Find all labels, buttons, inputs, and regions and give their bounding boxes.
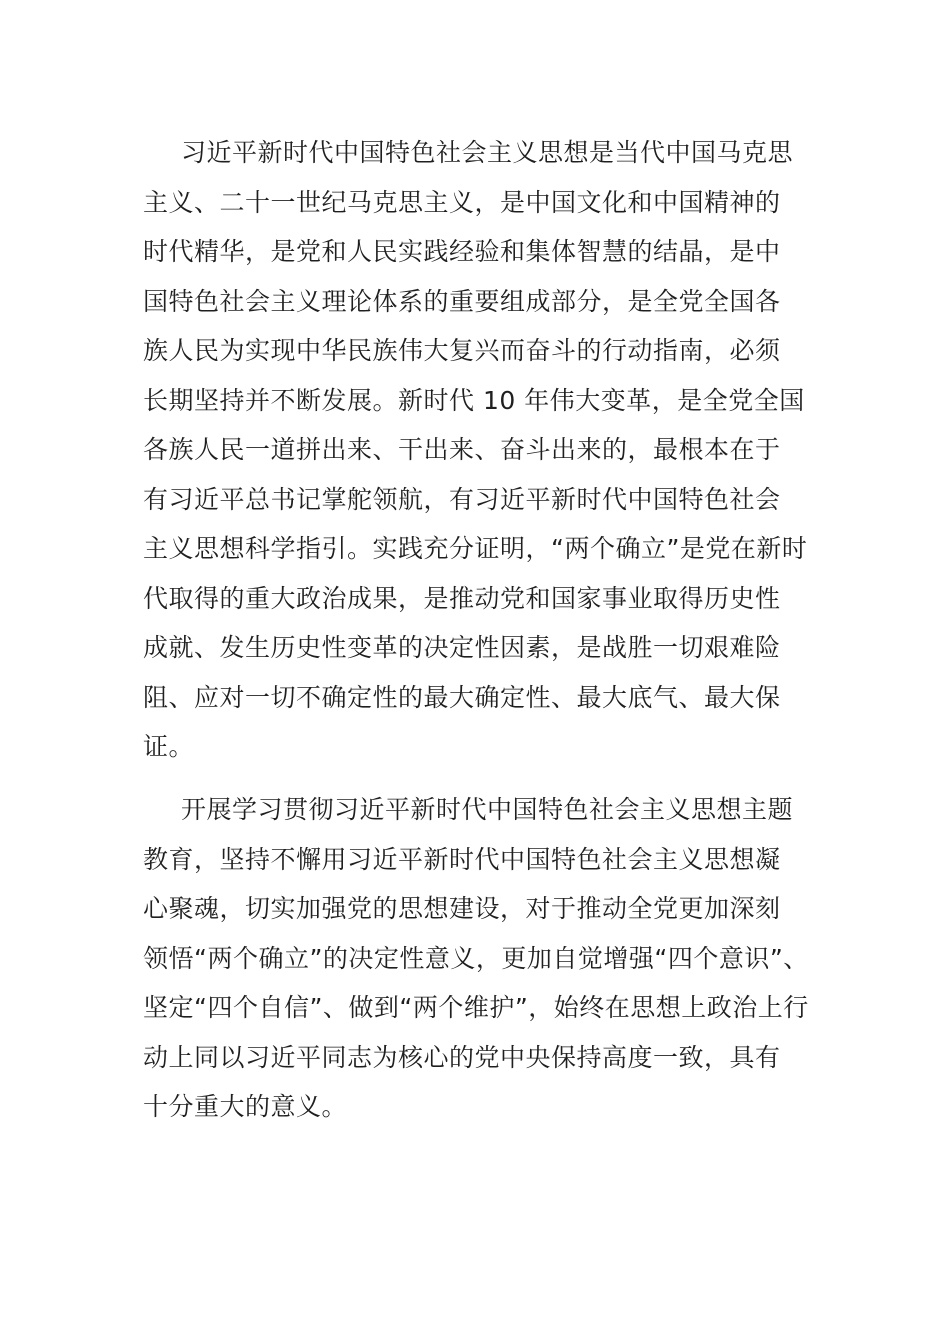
- paragraph-line: 十分重大的意义。: [143, 1092, 348, 1121]
- paragraph-line: 族人民为实现中华民族伟大复兴而奋斗的行动指南，必须: [143, 336, 781, 365]
- paragraph-line: 有习近平总书记掌舵领航，有习近平新时代中国特色社会: [143, 484, 781, 514]
- paragraph-line: 主义、二十一世纪马克思主义，是中国文化和中国精神的: [143, 187, 781, 217]
- paragraph-line: 心聚魂，切实加强党的思想建设，对于推动全党更加深刻: [143, 894, 781, 923]
- paragraph-line: 时代精华，是党和人民实践经验和集体智慧的结晶，是中: [143, 237, 781, 266]
- paragraph-line: 代取得的重大政治成果，是推动党和国家事业取得历史性: [143, 583, 781, 613]
- paragraph-line: 各族人民一道拼出来、干出来、奋斗出来的，最根本在于: [143, 435, 781, 464]
- paragraph-line: 长期坚持并不断发展。新时代 10 年伟大变革，是全党全国: [143, 385, 805, 415]
- paragraph-line: 习近平新时代中国特色社会主义思想是当代中国马克思: [181, 138, 794, 167]
- paragraph-line: 阻、应对一切不确定性的最大确定性、最大底气、最大保: [143, 682, 781, 712]
- paragraph-line: 成就、发生历史性变革的决定性因素，是战胜一切艰难险: [143, 633, 781, 662]
- paragraph-line: 动上同以习近平同志为核心的党中央保持高度一致，具有: [143, 1042, 781, 1072]
- paragraph-line: 教育，坚持不懈用习近平新时代中国特色社会主义思想凝: [143, 844, 781, 874]
- paragraph-line: 领悟“两个确立”的决定性意义，更加自觉增强“四个意识”、: [143, 943, 809, 973]
- paragraph-line: 证。: [143, 732, 195, 761]
- paragraph-line: 主义思想科学指引。实践充分证明，“两个确立”是党在新时: [143, 534, 808, 563]
- paragraph-line: 国特色社会主义理论体系的重要组成部分，是全党全国各: [143, 286, 781, 316]
- paragraph-line: 开展学习贯彻习近平新时代中国特色社会主义思想主题: [181, 795, 794, 824]
- paragraph-1: [143, 128, 811, 772]
- paragraph-line: 坚定“四个自信”、做到“两个维护”，始终在思想上政治上行: [143, 993, 809, 1022]
- paragraph-2: [143, 785, 811, 1132]
